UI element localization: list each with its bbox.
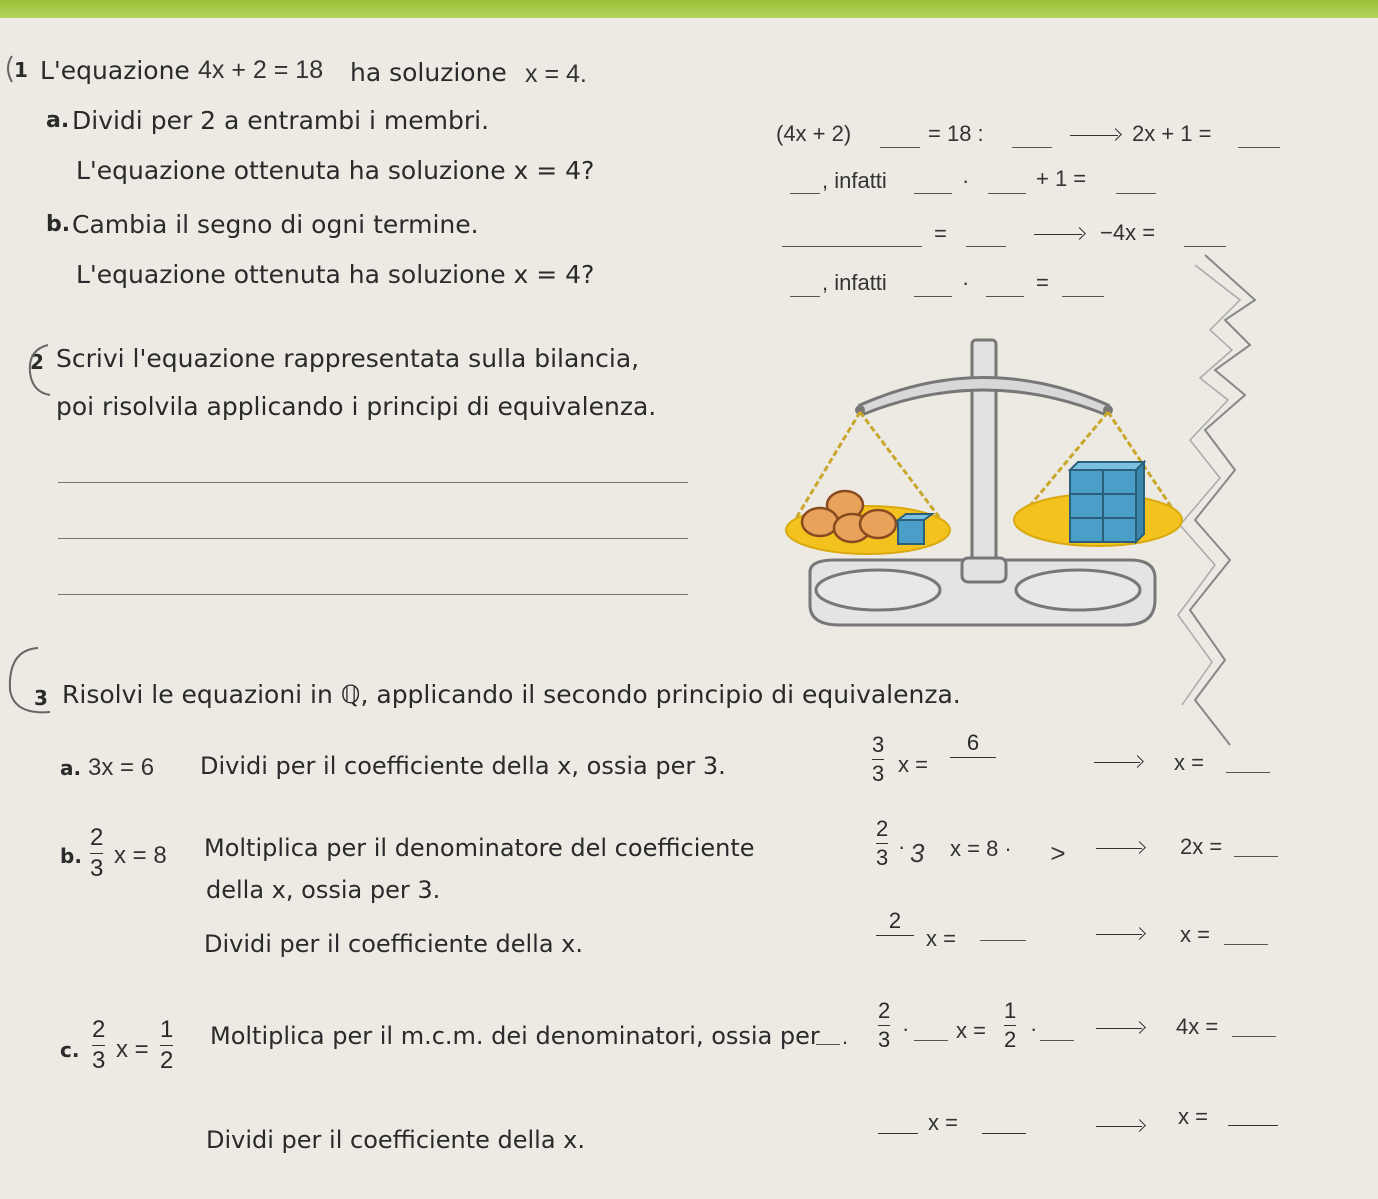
ex3-b-math1-mid: x = 8 · xyxy=(950,836,1012,861)
ex3-b-math2-result: x = xyxy=(1180,922,1210,947)
blank[interactable] xyxy=(790,296,820,297)
answer-line[interactable] xyxy=(58,594,688,595)
blank[interactable] xyxy=(1062,296,1104,297)
ex3-c-math1-x-eq: x = xyxy=(956,1018,986,1043)
ex3-a-result: x = xyxy=(1174,750,1204,775)
ex1-b-math2-dot: · xyxy=(962,270,970,295)
blank[interactable] xyxy=(1040,1040,1074,1041)
ex3-c-math1-fraction: 2 3 xyxy=(878,998,891,1052)
blank[interactable] xyxy=(1238,147,1280,148)
ex1-a-math2-infatti: , infatti xyxy=(822,168,887,193)
ex3-b-x-eq: x = 8 xyxy=(114,842,167,869)
ex3-title: Risolvi le equazioni in ℚ, applicando il secondo principio di equivalenza. xyxy=(62,680,961,709)
exercise-number-1: 1 xyxy=(14,58,28,82)
ex2-line2: poi risolvila applicando i principi di equivalenza. xyxy=(56,392,657,421)
ex3-b-math2-fraction: 2 xyxy=(876,910,914,961)
ex3-b-math1-result: 2x = xyxy=(1180,834,1223,859)
ex3-c-math1-rhs-fraction: 1 2 xyxy=(1004,998,1017,1052)
ex3-b-math1-fraction: 2 3 xyxy=(876,816,889,870)
ex2-line1: Scrivi l'equazione rappresentata sulla bilancia, xyxy=(56,344,640,373)
ex3-b-math1-handwritten2: > xyxy=(1050,838,1066,868)
blank[interactable] xyxy=(1224,944,1268,945)
ex1-intro: L'equazione xyxy=(40,56,190,85)
ex1-a-math1-left: (4x + 2) xyxy=(776,121,852,146)
arrow xyxy=(1070,135,1118,136)
ex1-a-instruction: Dividi per 2 a entrambi i membri. xyxy=(72,106,490,135)
ex1-b-question: L'equazione ottenuta ha soluzione x = 4? xyxy=(76,260,595,289)
ex1-b-math2-eq: = xyxy=(1036,270,1049,295)
ex3-b-instruction1: Moltiplica per il denominatore del coefficiente xyxy=(204,834,755,862)
exercise-number-2: 2 xyxy=(30,350,44,374)
blank[interactable] xyxy=(980,940,1026,941)
exercise-number-3: 3 xyxy=(34,686,48,710)
blank[interactable] xyxy=(988,193,1026,194)
ex3-c-math2-rhs-fraction xyxy=(982,1108,1026,1159)
ex3-c-instruction: Moltiplica per il m.c.m. dei denominatori, ossia per xyxy=(210,1022,820,1050)
top-color-band xyxy=(0,0,1378,18)
ex1-a-math1-mid: = 18 : xyxy=(928,121,984,146)
ex3-c-math1-dot2: · xyxy=(1030,1016,1038,1041)
ex3-c-math1-result: 4x = xyxy=(1176,1014,1219,1039)
ex1-a-question: L'equazione ottenuta ha soluzione x = 4? xyxy=(76,156,595,185)
ex3-c-math2-result-fraction xyxy=(1228,1100,1278,1151)
blank[interactable] xyxy=(880,147,920,148)
blank[interactable] xyxy=(782,246,922,247)
arrow xyxy=(1096,1028,1142,1029)
blank[interactable] xyxy=(1226,772,1270,773)
answer-line[interactable] xyxy=(58,538,688,539)
ex3-c-math2-result: x = xyxy=(1178,1104,1208,1129)
ex3-b-instruction3: Dividi per il coefficiente della x. xyxy=(204,930,584,958)
ex3-a-rhs-fraction: 6 xyxy=(950,732,996,783)
ex3-b-instruction2: della x, ossia per 3. xyxy=(206,876,441,904)
ex3-a-fraction: 3 3 xyxy=(872,732,885,786)
arrow xyxy=(1096,848,1142,849)
blank[interactable] xyxy=(914,1040,948,1041)
ex3-c-math2-x-eq: x = xyxy=(928,1110,958,1135)
blank[interactable] xyxy=(1116,193,1156,194)
ex1-b-instruction: Cambia il segno di ogni termine. xyxy=(72,210,479,239)
ex1-b-math2-infatti: , infatti xyxy=(822,270,887,295)
ex3-a-x-eq: x = xyxy=(898,752,928,777)
ex3-b-math1-dot: · xyxy=(898,834,906,859)
ex3-c-x-eq: x = xyxy=(116,1036,149,1063)
ex1-a-math2-dot: · xyxy=(962,168,970,193)
blank[interactable] xyxy=(966,246,1006,247)
ex3-c-instruction2: Dividi per il coefficiente della x. xyxy=(206,1126,586,1154)
ex3-c-fraction: 2 3 xyxy=(92,1016,106,1074)
ex1-solution: x = 4. xyxy=(525,60,587,88)
arrow xyxy=(1096,1126,1142,1127)
ex3-a-instruction: Dividi per il coefficiente della x, ossia per 3. xyxy=(200,752,726,780)
ex3-b-math2-x-eq: x = xyxy=(926,926,956,951)
ex1-b-math1-right: −4x = xyxy=(1100,220,1156,245)
blank[interactable] xyxy=(914,296,952,297)
blank[interactable] xyxy=(1012,147,1052,148)
arrow xyxy=(1034,234,1082,235)
ex3-b-letter: b. xyxy=(60,844,82,868)
ex3-b-math1-handwritten: 3 xyxy=(910,838,925,868)
ex1-a-math1-right: 2x + 1 = xyxy=(1132,121,1212,146)
ex3-b-fraction: 2 3 xyxy=(90,824,104,882)
ex1-equation: 4x + 2 = 18 xyxy=(198,56,324,84)
ex3-a-equation: 3x = 6 xyxy=(88,754,155,781)
blank[interactable] xyxy=(1232,1036,1276,1037)
answer-line[interactable] xyxy=(58,482,688,483)
ex3-c-letter: c. xyxy=(60,1038,80,1062)
arrow xyxy=(1094,762,1140,763)
ex3-c-dot: . xyxy=(842,1024,849,1049)
blank[interactable] xyxy=(914,193,952,194)
ex3-c-rhs-fraction: 1 2 xyxy=(160,1016,174,1074)
ex1-b-letter: b. xyxy=(46,212,71,237)
ex3-c-math1-dot: · xyxy=(902,1016,910,1041)
blank[interactable] xyxy=(816,1044,840,1045)
ex3-a-letter: a. xyxy=(60,756,82,780)
blank[interactable] xyxy=(1184,246,1226,247)
ex1-a-letter: a. xyxy=(46,108,70,133)
blank[interactable] xyxy=(1234,856,1278,857)
blank[interactable] xyxy=(986,296,1024,297)
ex1-intro2: ha soluzione xyxy=(350,58,507,87)
ex3-c-math2-fraction xyxy=(878,1108,918,1159)
blank[interactable] xyxy=(790,193,820,194)
ex1-b-math1-eq: = xyxy=(934,221,947,246)
arrow xyxy=(1096,934,1142,935)
ex1-a-math2-plus: + 1 = xyxy=(1036,166,1087,191)
